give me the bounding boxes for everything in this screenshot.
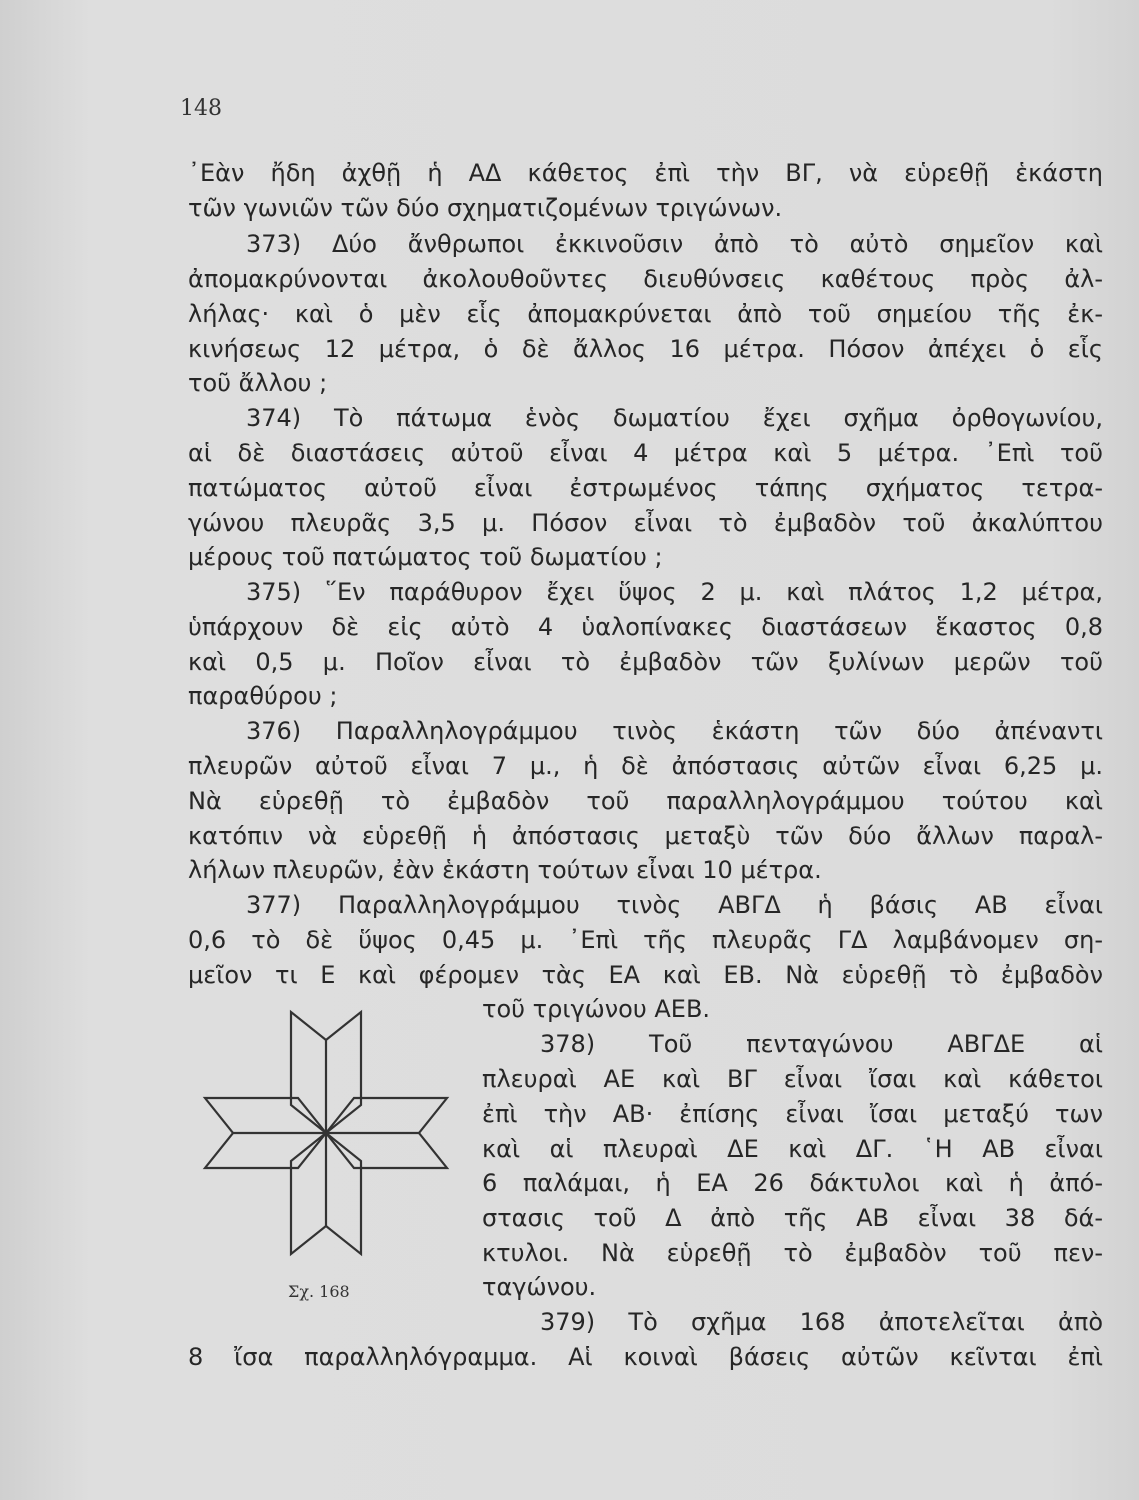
text-line: 8 ἴσα παραλληλόγραμμα. Αἱ κοιναὶ βάσεις αὐτῶν κεῖνται ἐπὶ bbox=[188, 1343, 1103, 1371]
text-line: τοῦ τριγώνου ΑΕΒ. bbox=[482, 995, 711, 1023]
text-line: κατόπιν νὰ εὑρεθῇ ἡ ἀπόστασις μεταξὺ τῶν δύο ἄλλων παραλ- bbox=[188, 822, 1103, 850]
text-line: παραθύρου ; bbox=[188, 682, 338, 710]
text-line: αἱ δὲ διαστάσεις αὐτοῦ εἶναι 4 μέτρα καὶ 5 μέτρα. ᾿Επὶ τοῦ bbox=[188, 439, 1103, 467]
problem-376-start: 376) Παραλληλογράμμου τινὸς ἑκάστη τῶν δύο ἀπέναντι bbox=[246, 717, 1103, 745]
page-number: 148 bbox=[180, 96, 222, 121]
problem-374-start: 374) Τὸ πάτωμα ἑνὸς δωματίου ἔχει σχῆμα ὀρθογωνίου, bbox=[246, 404, 1103, 432]
text-line: ὑπάρχουν δὲ εἰς αὐτὸ 4 ὑαλοπίνακες διαστάσεων ἕκαστος 0,8 bbox=[188, 613, 1103, 641]
text-line: πλευρῶν αὐτοῦ εἶναι 7 μ., ἡ δὲ ἀπόστασις αὐτῶν εἶναι 6,25 μ. bbox=[188, 752, 1103, 780]
text-line: λήλων πλευρῶν, ἐὰν ἑκάστη τούτων εἶναι 10 μέτρα. bbox=[188, 856, 822, 884]
text-line: ᾿Εὰν ἤδη ἀχθῇ ἡ ΑΔ κάθετος ἐπὶ τὴν ΒΓ, νὰ εὑρεθῇ ἑκάστη bbox=[188, 159, 1103, 187]
text-line: μέρους τοῦ πατώματος τοῦ δωματίου ; bbox=[188, 543, 663, 571]
text-line: στασις τοῦ Δ ἀπὸ τῆς ΑΒ εἶναι 38 δά- bbox=[482, 1204, 1103, 1232]
problem-378-start: 378) Τοῦ πενταγώνου ΑΒΓΔΕ αἱ bbox=[540, 1030, 1103, 1058]
problem-373-start: 373) Δύο ἄνθρωποι ἐκκινοῦσιν ἀπὸ τὸ αὐτὸ σημεῖον καὶ bbox=[246, 230, 1103, 258]
text-line: 6 παλάμαι, ἡ ΕΑ 26 δάκτυλοι καὶ ἡ ἀπό- bbox=[482, 1169, 1103, 1197]
star-figure-168 bbox=[196, 1000, 466, 1300]
text-line: κτυλοι. Νὰ εὑρεθῇ τὸ ἐμβαδὸν τοῦ πεν- bbox=[482, 1239, 1103, 1267]
problem-379-start: 379) Τὸ σχῆμα 168 ἀποτελεῖται ἀπὸ bbox=[540, 1308, 1103, 1336]
text-line: ἐπὶ τὴν ΑΒ· ἐπίσης εἶναι ἴσαι μεταξύ των bbox=[482, 1100, 1103, 1128]
text-line: καὶ 0,5 μ. Ποῖον εἶναι τὸ ἐμβαδὸν τῶν ξυλίνων μερῶν τοῦ bbox=[188, 648, 1103, 676]
text-line: πατώματος αὐτοῦ εἶναι ἐστρωμένος τάπης σχήματος τετρα- bbox=[188, 474, 1103, 502]
text-line: ἀπομακρύνονται ἀκολουθοῦντες διευθύνσεις καθέτους πρὸς ἀλ- bbox=[188, 265, 1103, 293]
text-line: λήλας· καὶ ὁ μὲν εἷς ἀπομακρύνεται ἀπὸ τοῦ σημείου τῆς ἐκ- bbox=[188, 300, 1103, 328]
text-line: κινήσεως 12 μέτρα, ὁ δὲ ἄλλος 16 μέτρα. Πόσον ἀπέχει ὁ εἷς bbox=[188, 335, 1103, 363]
problem-377-start: 377) Παραλληλογράμμου τινὸς ΑΒΓΔ ἡ βάσις ΑΒ εἶναι bbox=[246, 891, 1103, 919]
text-line: Νὰ εὑρεθῇ τὸ ἐμβαδὸν τοῦ παραλληλογράμμου τούτου καὶ bbox=[188, 787, 1103, 815]
text-line: πλευραὶ ΑΕ καὶ ΒΓ εἶναι ἴσαι καὶ κάθετοι bbox=[482, 1065, 1103, 1093]
text-line: μεῖον τι Ε καὶ φέρομεν τὰς ΕΑ καὶ ΕΒ. Νὰ εὑρεθῇ τὸ ἐμβαδὸν bbox=[188, 961, 1103, 989]
text-line: τῶν γωνιῶν τῶν δύο σχηματιζομένων τριγώνων. bbox=[188, 194, 783, 222]
text-line: γώνου πλευρᾶς 3,5 μ. Πόσον εἶναι τὸ ἐμβαδὸν τοῦ ἀκαλύπτου bbox=[188, 509, 1103, 537]
text-line: καὶ αἱ πλευραὶ ΔΕ καὶ ΔΓ. ῾Η ΑΒ εἶναι bbox=[482, 1135, 1103, 1163]
text-line: ταγώνου. bbox=[482, 1273, 597, 1301]
text-line: τοῦ ἄλλου ; bbox=[188, 369, 328, 397]
text-line: 0,6 τὸ δὲ ὕψος 0,45 μ. ᾿Επὶ τῆς πλευρᾶς ΓΔ λαμβάνομεν ση- bbox=[188, 926, 1103, 954]
figure-caption: Σχ. 168 bbox=[288, 1282, 350, 1301]
problem-375-start: 375) ῞Εν παράθυρον ἔχει ὕψος 2 μ. καὶ πλάτος 1,2 μέτρα, bbox=[246, 578, 1103, 606]
